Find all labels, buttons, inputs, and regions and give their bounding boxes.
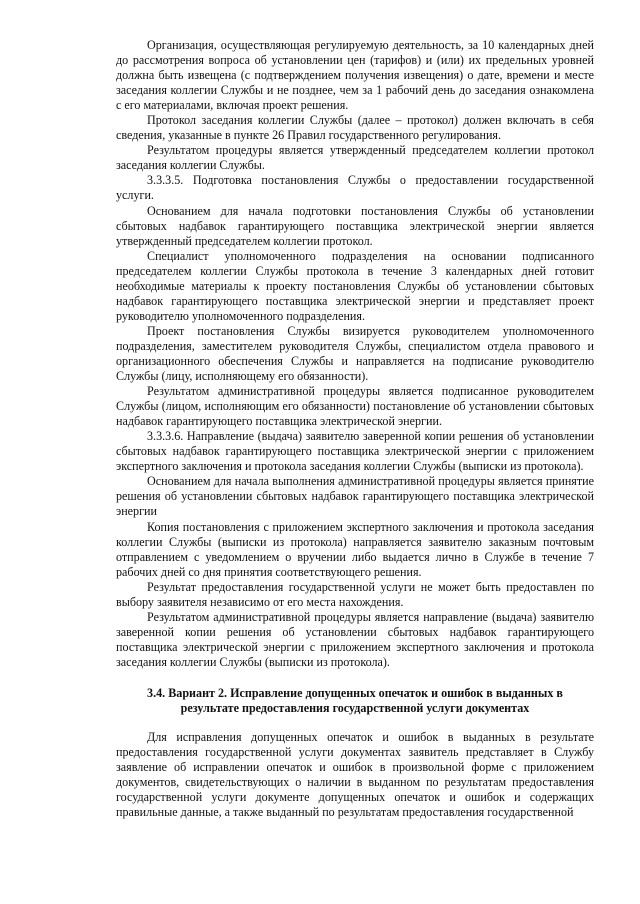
paragraph: Специалист уполномоченного подразделения на основании подписанного председателем коллегии Службы протокола в течение 3 календарных дней готовит необходимые материалы к проекту постановления Службы об установлении сбытовых надбавок гарантирующего поставщика электрической энергии и представляет проект руководителю уполномоченного подразделения. [116,248,594,323]
paragraph: Проект постановления Службы визируется руководителем уполномоченного подразделения, заместителем руководителя Службы, специалистом отдела правового и организационного обеспечения Службы и направляется на подписание руководителю Службы (лицу, исполняющему его обязанности). [116,323,594,384]
paragraph: Основанием для начала выполнения административной процедуры является принятие решения об установлении сбытовых надбавок гарантирующего поставщика электрической энергии [116,474,594,519]
paragraph: Основанием для начала подготовки постановления Службы об установлении сбытовых надбавок гарантирующего поставщика электрической энергии является утвержденный председателем коллегии протокол. [116,203,594,248]
paragraph: Результатом административной процедуры является направление (выдача) заявителю заверенной копии решения об установлении сбытовых надбавок гарантирующего поставщика электрической энергии с приложением экспертного заключения и протокола заседания коллегии Службы (выписки из протокола). [116,609,594,669]
paragraph: Протокол заседания коллегии Службы (далее – протокол) должен включать в себя сведения, указанные в пункте 26 Правил государственного регулирования. [116,113,594,143]
document-body [116,38,594,820]
paragraph: Результатом административной процедуры является подписанное руководителем Службы (лицом, исполняющим его обязанности) постановление об установлении сбытовых надбавок гарантирующего поставщика электрической энергии. [116,384,594,429]
paragraph: Результат предоставления государственной услуги не может быть предоставлен по выбору заявителя независимо от его места нахождения. [116,579,594,609]
paragraph: Копия постановления с приложением экспертного заключения и протокола заседания коллегии Службы (выписки из протокола) направляется заявителю заказным почтовым отправлением с уведомлением о вручении либо выдается лично в Службе в течение 7 рабочих дней со дня принятия соответствующего решения. [116,519,594,579]
paragraph: Результатом процедуры является утвержденный председателем коллегии протокол заседания коллегии Службы. [116,143,594,173]
paragraph: 3.3.3.6. Направление (выдача) заявителю заверенной копии решения об установлении сбытовых надбавок гарантирующего поставщика электрической энергии с приложением экспертного заключения и протокола заседания коллегии Службы (выписки из протокола). [116,429,594,474]
section-heading: 3.4. Вариант 2. Исправление допущенных опечаток и ошибок в выданных в результате предоставления государственной услуги документах [147,685,563,716]
paragraph: Для исправления допущенных опечаток и ошибок в выданных в результате предоставления государственной услуги документах заявитель представляет в Службу заявление об исправлении опечаток и ошибок в произвольной форме с приложением документов, свидетельствующих о наличии в выданном по результатам предоставления государственной услуги документе допущенных опечаток и ошибок и содержащих правильные данные, а также выданный по результатам предоставления государственной [116,730,594,820]
paragraph: Организация, осуществляющая регулируемую деятельность, за 10 календарных дней до рассмотрения вопроса об установлении цен (тарифов) и (или) их предельных уровней должна быть извещена (с подтверждением получения извещения) о дате, времени и месте заседания коллегии Службы и не позднее, чем за 1 рабочий день до заседания ознакомлена с его материалами, включая проект решения. [116,38,594,113]
paragraph: 3.3.3.5. Подготовка постановления Службы о предоставлении государственной услуги. [116,173,594,203]
